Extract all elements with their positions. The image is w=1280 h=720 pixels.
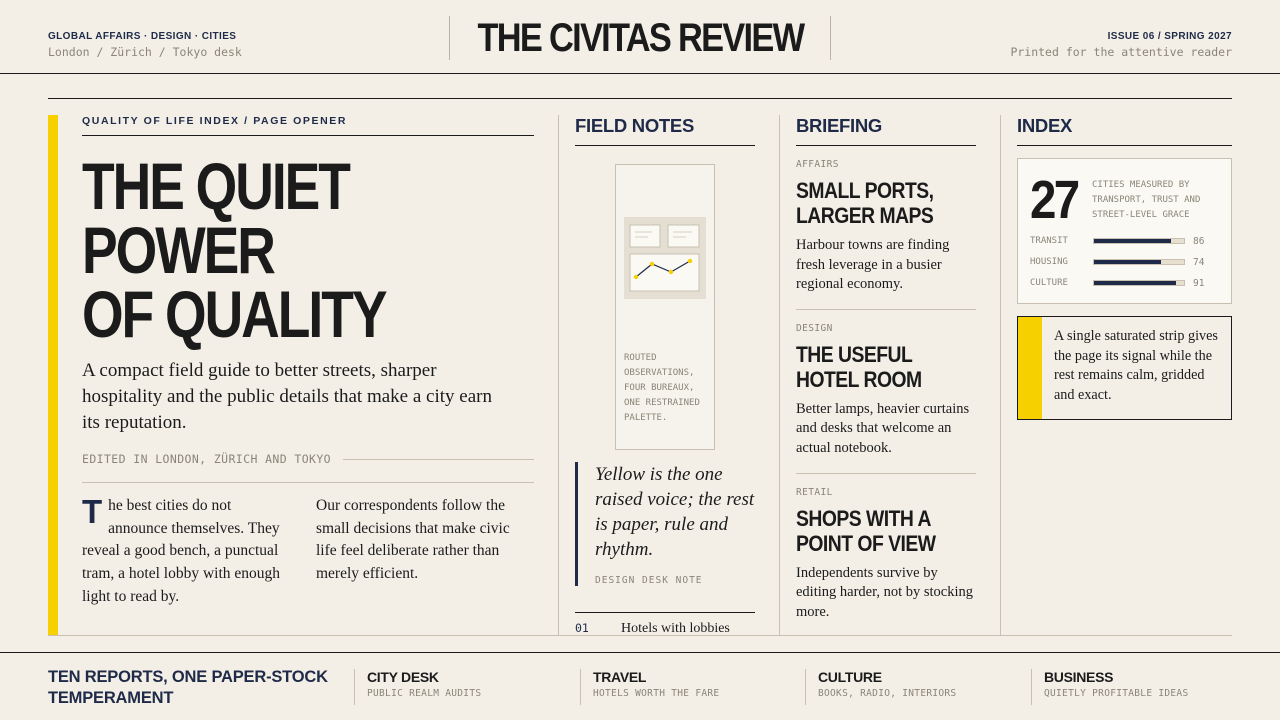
footer-section-culture[interactable] bbox=[805, 669, 956, 705]
lead-headline[interactable] bbox=[82, 149, 536, 351]
numbered-list-item[interactable] bbox=[575, 612, 755, 635]
publication-title[interactable]: THE CIVITAS REVIEW bbox=[477, 16, 803, 60]
desk-locations: London / Zürich / Tokyo desk bbox=[48, 45, 242, 59]
footer-section-title: BUSINESS bbox=[1044, 669, 1114, 685]
index-stats-card bbox=[1017, 158, 1232, 304]
metric-row bbox=[1030, 277, 1220, 289]
credit-rule bbox=[343, 459, 534, 460]
briefing-column bbox=[796, 115, 976, 636]
metric-label: HOUSING bbox=[1030, 257, 1068, 267]
masthead-title-box bbox=[449, 16, 831, 60]
cities-count: 27 bbox=[1030, 170, 1078, 230]
briefing-section-label: DESIGN bbox=[796, 322, 833, 334]
top-rule bbox=[48, 98, 1232, 99]
footer-section-business[interactable] bbox=[1031, 669, 1188, 705]
metric-value: 86 bbox=[1193, 235, 1205, 247]
briefing-item[interactable] bbox=[796, 146, 976, 310]
section-kicker: GLOBAL AFFAIRS · DESIGN · CITIES bbox=[48, 31, 237, 42]
pull-quote bbox=[575, 462, 755, 586]
field-notes-title[interactable]: FIELD NOTES bbox=[575, 115, 755, 146]
callout-box bbox=[1017, 316, 1232, 420]
footer-section-title: TRAVEL bbox=[593, 669, 647, 685]
lead-credit bbox=[82, 452, 534, 466]
index-title[interactable]: INDEX bbox=[1017, 115, 1232, 146]
issue-label: ISSUE 06 / SPRING 2027 bbox=[1107, 31, 1232, 42]
masthead-left bbox=[48, 31, 242, 59]
footer-section-subtitle: QUIETLY PROFITABLE IDEAS bbox=[1044, 688, 1189, 699]
briefing-summary: Better lamps, heavier curtains and desks that welcome an actual notebook. bbox=[796, 400, 970, 456]
index-column bbox=[1017, 115, 1232, 420]
footer-section-subtitle: HOTELS WORTH THE FARE bbox=[593, 688, 720, 699]
masthead bbox=[0, 0, 1280, 74]
footer-section-city-desk[interactable] bbox=[354, 669, 481, 705]
lead-headline-line-1: THE QUIET POWER bbox=[82, 149, 349, 287]
bottom-rule bbox=[48, 635, 1232, 636]
footer-nav bbox=[0, 652, 1280, 720]
masthead-right bbox=[1010, 31, 1232, 59]
column-divider bbox=[1000, 115, 1001, 635]
field-notes-column bbox=[575, 115, 755, 635]
footer-section-title: CITY DESK bbox=[367, 669, 439, 685]
lead-body bbox=[82, 495, 534, 609]
metric-row bbox=[1030, 235, 1220, 247]
card-caption: ROUTED OBSERVATIONS, FOUR BUREAUX, ONE RESTRAINED PALETTE. bbox=[624, 353, 700, 423]
lead-headline-line-2: OF QUALITY bbox=[82, 277, 386, 351]
column-divider bbox=[558, 115, 559, 635]
lead-deck: A compact field guide to better streets, sharper hospitality and the public details that make a city earn its reputation. bbox=[82, 360, 492, 433]
chart-illustration bbox=[624, 217, 706, 299]
callout-accent-strip bbox=[1018, 317, 1042, 419]
field-notes-card[interactable] bbox=[615, 164, 715, 450]
briefing-section-label: RETAIL bbox=[796, 486, 833, 498]
metric-bar bbox=[1093, 280, 1185, 286]
footer-lead: TEN REPORTS, ONE PAPER-STOCK TEMPERAMENT bbox=[48, 668, 328, 707]
metric-bar-fill bbox=[1094, 281, 1176, 285]
metric-value: 74 bbox=[1193, 256, 1205, 268]
line-chart-icon bbox=[624, 217, 706, 299]
briefing-section-label: AFFAIRS bbox=[796, 159, 839, 170]
item-number: 01 bbox=[575, 621, 589, 635]
drop-cap: T bbox=[82, 493, 103, 530]
briefing-summary: Harbour towns are finding fresh leverage in a busier regional economy. bbox=[796, 237, 950, 293]
metric-label: TRANSIT bbox=[1030, 236, 1068, 246]
credit-text: EDITED IN LONDON, ZÜRICH AND TOKYO bbox=[82, 452, 332, 466]
footer-section-travel[interactable] bbox=[580, 669, 719, 705]
body-column-1 bbox=[82, 495, 288, 609]
column-divider bbox=[779, 115, 780, 635]
footer-section-subtitle: BOOKS, RADIO, INTERIORS bbox=[818, 688, 957, 699]
lead-kicker: QUALITY OF LIFE INDEX / PAGE OPENER bbox=[82, 115, 534, 136]
accent-strip bbox=[48, 115, 58, 635]
body-column-2: Our correspondents follow the small decisions that make civic life feel deliberate rather than merely efficient. bbox=[316, 497, 510, 583]
item-text: Hotels with lobbies bbox=[621, 621, 730, 635]
briefing-item[interactable] bbox=[796, 474, 976, 637]
briefing-headline[interactable]: THE USEFUL HOTEL ROOM bbox=[796, 341, 922, 392]
metric-label: CULTURE bbox=[1030, 278, 1068, 288]
briefing-item[interactable] bbox=[796, 310, 976, 474]
metric-bar-fill bbox=[1094, 239, 1171, 243]
briefing-headline[interactable]: SMALL PORTS, LARGER MAPS bbox=[796, 178, 934, 228]
pull-quote-attribution: DESIGN DESK NOTE bbox=[595, 575, 703, 586]
callout-text: A single saturated strip gives the page its signal while the rest remains calm, gridded and exact. bbox=[1054, 328, 1218, 403]
briefing-summary: Independents survive by editing harder, not by stocking more. bbox=[796, 564, 974, 620]
briefing-headline[interactable]: SHOPS WITH A POINT OF VIEW bbox=[796, 505, 936, 556]
body-text-1: he best cities do not announce themselves. They reveal a good bench, a punctual tram, a hotel lobby with enough light to read by. bbox=[82, 497, 281, 605]
footer-section-subtitle: PUBLIC REALM AUDITS bbox=[367, 688, 482, 699]
lead-divider bbox=[82, 482, 534, 483]
pull-quote-text: Yellow is the one raised voice; the rest is paper, rule and rhythm. bbox=[595, 464, 755, 560]
metric-bar bbox=[1093, 259, 1185, 265]
cities-caption: CITIES MEASURED BY TRANSPORT, TRUST AND STREET-LEVEL GRACE bbox=[1092, 180, 1201, 220]
metric-bar-fill bbox=[1094, 260, 1161, 264]
lead-story[interactable] bbox=[82, 115, 534, 609]
briefing-title[interactable]: BRIEFING bbox=[796, 115, 976, 146]
footer-section-title: CULTURE bbox=[818, 669, 882, 685]
metric-row bbox=[1030, 256, 1220, 268]
tagline: Printed for the attentive reader bbox=[1010, 45, 1232, 59]
metric-value: 91 bbox=[1193, 277, 1205, 289]
metric-bar bbox=[1093, 238, 1185, 244]
